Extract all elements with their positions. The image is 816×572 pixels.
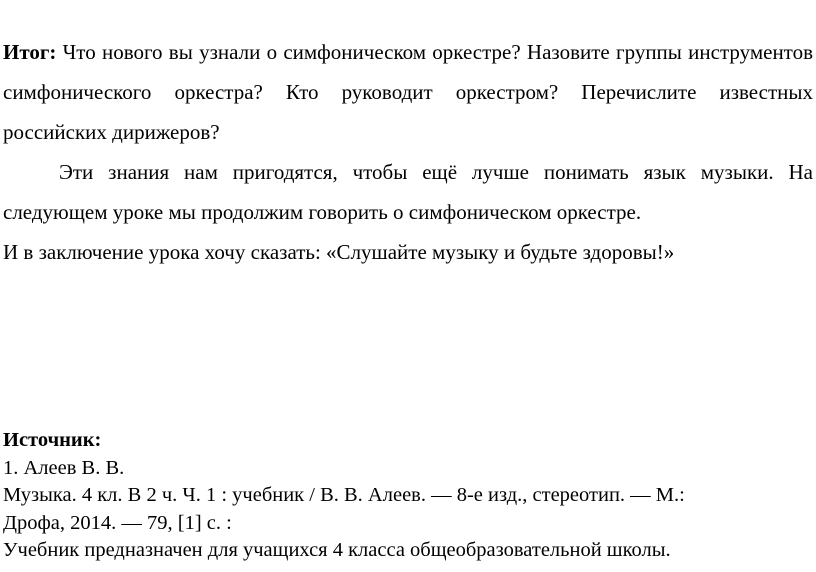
source-citation-line-2: Дрофа, 2014. — 79, [1] с. : <box>3 511 232 534</box>
closing-paragraph: И в заключение урока хочу сказать: «Слушайте музыку и будьте здоровы!» <box>3 240 675 264</box>
future-lesson-paragraph: Эти знания нам пригодятся, чтобы ещё лучше понимать язык музыки. На следующем уроке мы продолжим говорить о симфоническом оркестре. <box>3 160 813 224</box>
source-author: 1. Алеев В. В. <box>3 456 125 479</box>
source-heading: Источник: <box>3 429 102 451</box>
source-block <box>3 427 815 565</box>
source-note: Учебник предназначен для учащихся 4 класса общеобразовательной школы. <box>3 539 671 561</box>
summary-paragraph <box>3 32 813 152</box>
summary-label: Итог: <box>3 40 57 64</box>
summary-text: Что нового вы узнали о симфоническом оркестре? Назовите группы инструментов симфонического оркестра? Кто руководит оркестром? Перечислите известных российских дирижеров? <box>3 40 813 144</box>
source-citation-line-1: Музыка. 4 кл. В 2 ч. Ч. 1 : учебник / В. В. Алеев. — 8-е изд., стереотип. — М.: <box>3 484 685 506</box>
